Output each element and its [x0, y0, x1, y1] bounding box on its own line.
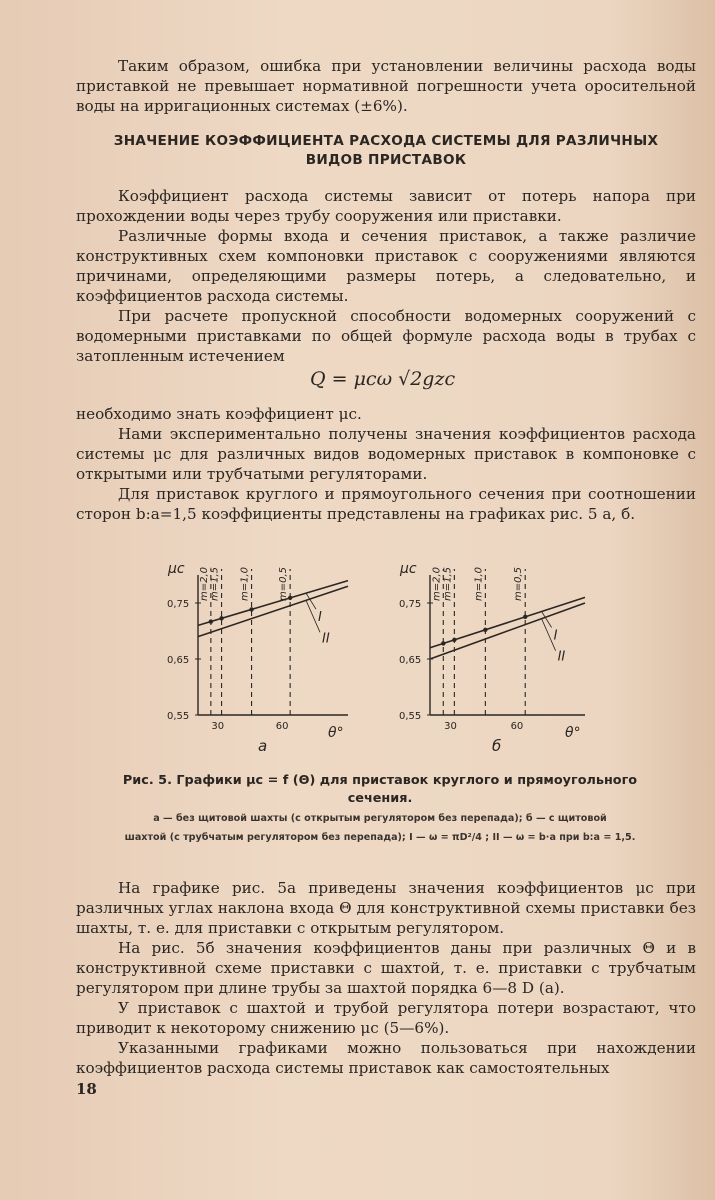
chart-b-marker-label: m=1,5: [442, 567, 454, 602]
chart-b-series-I-leader: [542, 612, 552, 628]
chart-b-x-tick-label: 30: [444, 721, 457, 732]
body-text-top: [76, 186, 696, 366]
chart-b-panel-label: б: [492, 737, 502, 755]
chart-b-y-tick-label: 0,75: [399, 599, 422, 610]
chart-a-series-I-leader: [306, 593, 316, 609]
chart-a-panel-label: а: [258, 737, 268, 755]
body-text-bottom: [76, 878, 696, 1078]
chart-a-marker-label: m=1,0: [239, 567, 251, 602]
chart-b-marker-label: m=1,0: [473, 567, 485, 602]
chart-a-y-label: μc: [168, 561, 185, 577]
chart-a-marker-point: [209, 619, 213, 623]
heading-line-2: ВИДОВ ПРИСТАВОК: [305, 152, 467, 168]
paragraph-1: Коэффициент расхода системы зависит от потерь напора при прохождении воды через трубу сооружения или приставки.: [76, 187, 696, 225]
chart-b-marker-label: m=2,0: [431, 567, 443, 602]
paragraph-2: Различные формы входа и сечения приставок, а также различие конструктивных схем компоновки приставок с сооружениями являются причинами, определяющими размеры потерь, а следовательно, и коэффициентов расхода системы.: [76, 227, 696, 305]
caption-note-2: шахтой (с трубчатым регулятором без перепада); I — ω = πD²/4 ; II — ω = b·a при b:a = 1,5.: [124, 832, 636, 843]
paragraph-3: При расчете пропускной способности водомерных сооружений с водомерными приставками по общей формуле расхода воды в трубах с затопленным истечением: [76, 307, 696, 365]
chart-b-marker-point: [523, 615, 527, 619]
page-number: 18: [76, 1080, 97, 1098]
chart-a-x-tick-label: 60: [275, 721, 289, 732]
chart-a-series-II-label: II: [322, 631, 330, 647]
paragraph-4: необходимо знать коэффициент μc.: [76, 405, 362, 423]
chart-a-series-I-label: I: [318, 610, 322, 626]
chart-a-y-tick-label: 0,55: [167, 711, 190, 722]
chart-a-marker-label: m=2,0: [198, 567, 210, 602]
chart-b-series-II-label: II: [557, 649, 566, 665]
paragraph-6: Для приставок круглого и прямоугольного сечения при соотношении сторон b:a=1,5 коэффициенты представлены на графиках рис. 5 а, б.: [76, 485, 696, 523]
figure-caption: [120, 772, 640, 846]
caption-main: Рис. 5. Графики μc = f (Θ) для приставок круглого и прямоугольного сечения.: [122, 773, 638, 806]
chart-b-y-tick-label: 0,65: [399, 655, 422, 666]
paragraph-7: На графике рис. 5а приведены значения коэффициентов μc при различных углах наклона входа Θ для конструктивной схемы приставки без шахты, т. е. для приставки с открытым регулятором.: [76, 879, 696, 937]
chart-a-y-tick-label: 0,75: [167, 599, 190, 610]
chart-b-marker-point: [452, 638, 456, 642]
section-heading: [76, 132, 696, 170]
paragraph-10: Указанными графиками можно пользоваться при нахождении коэффициентов расхода системы приставок как самостоятельных: [76, 1039, 696, 1077]
chart-b-y-label: μc: [400, 561, 417, 577]
intro-text: Таким образом, ошибка при установлении величины расхода воды приставкой не превышает нормативной погрешности учета оросительной воды на ирригационных системах (±6%).: [76, 57, 696, 115]
chart-b-series-I-label: I: [553, 628, 558, 644]
chart-b-x-label: θ°: [565, 725, 581, 741]
flow-formula: Q = μcω √2gzc: [310, 368, 456, 390]
paragraph-8: На рис. 5б значения коэффициентов даны при различных Θ и в конструктивной схеме приставки с шахтой, т. е. приставки с трубчатым регулятором при длине трубы за шахтой порядка 6—8 D (а).: [76, 939, 696, 997]
chart-b-marker-point: [483, 628, 487, 632]
chart-b-x-tick-label: 60: [510, 721, 524, 732]
chart-a-marker-point: [249, 607, 253, 611]
intro-paragraph: [76, 56, 696, 116]
body-text-middle: [76, 404, 696, 524]
paragraph-5: Нами экспериментально получены значения коэффициентов расхода системы μc для различных видов водомерных приставок в компоновке с открытыми или трубчатыми регуляторами.: [76, 425, 696, 483]
chart-a-y-tick-label: 0,65: [167, 655, 190, 666]
chart-b-y-tick-label: 0,55: [399, 711, 422, 722]
chart-a-x-tick-label: 30: [211, 721, 225, 732]
chart-a-marker-label: m=1,5: [209, 567, 221, 602]
caption-note-1: а — без щитовой шахты (с открытым регулятором без перепада); б — с щитовой: [153, 813, 607, 824]
chart-b-marker-point: [441, 641, 445, 645]
chart-a-marker-label: m=0,5: [278, 567, 290, 602]
paragraph-9: У приставок с шахтой и трубой регулятора потери возрастают, что приводит к некоторому снижению μc (5—6%).: [76, 999, 696, 1037]
figure-5-charts: [0, 555, 715, 775]
chart-a-x-label: θ°: [328, 725, 344, 741]
heading-line-1: ЗНАЧЕНИЕ КОЭФФИЦИЕНТА РАСХОДА СИСТЕМЫ ДЛЯ РАЗЛИЧНЫХ: [113, 133, 659, 149]
chart-b-marker-label: m=0,5: [513, 567, 525, 602]
chart-a-marker-point: [219, 616, 223, 620]
